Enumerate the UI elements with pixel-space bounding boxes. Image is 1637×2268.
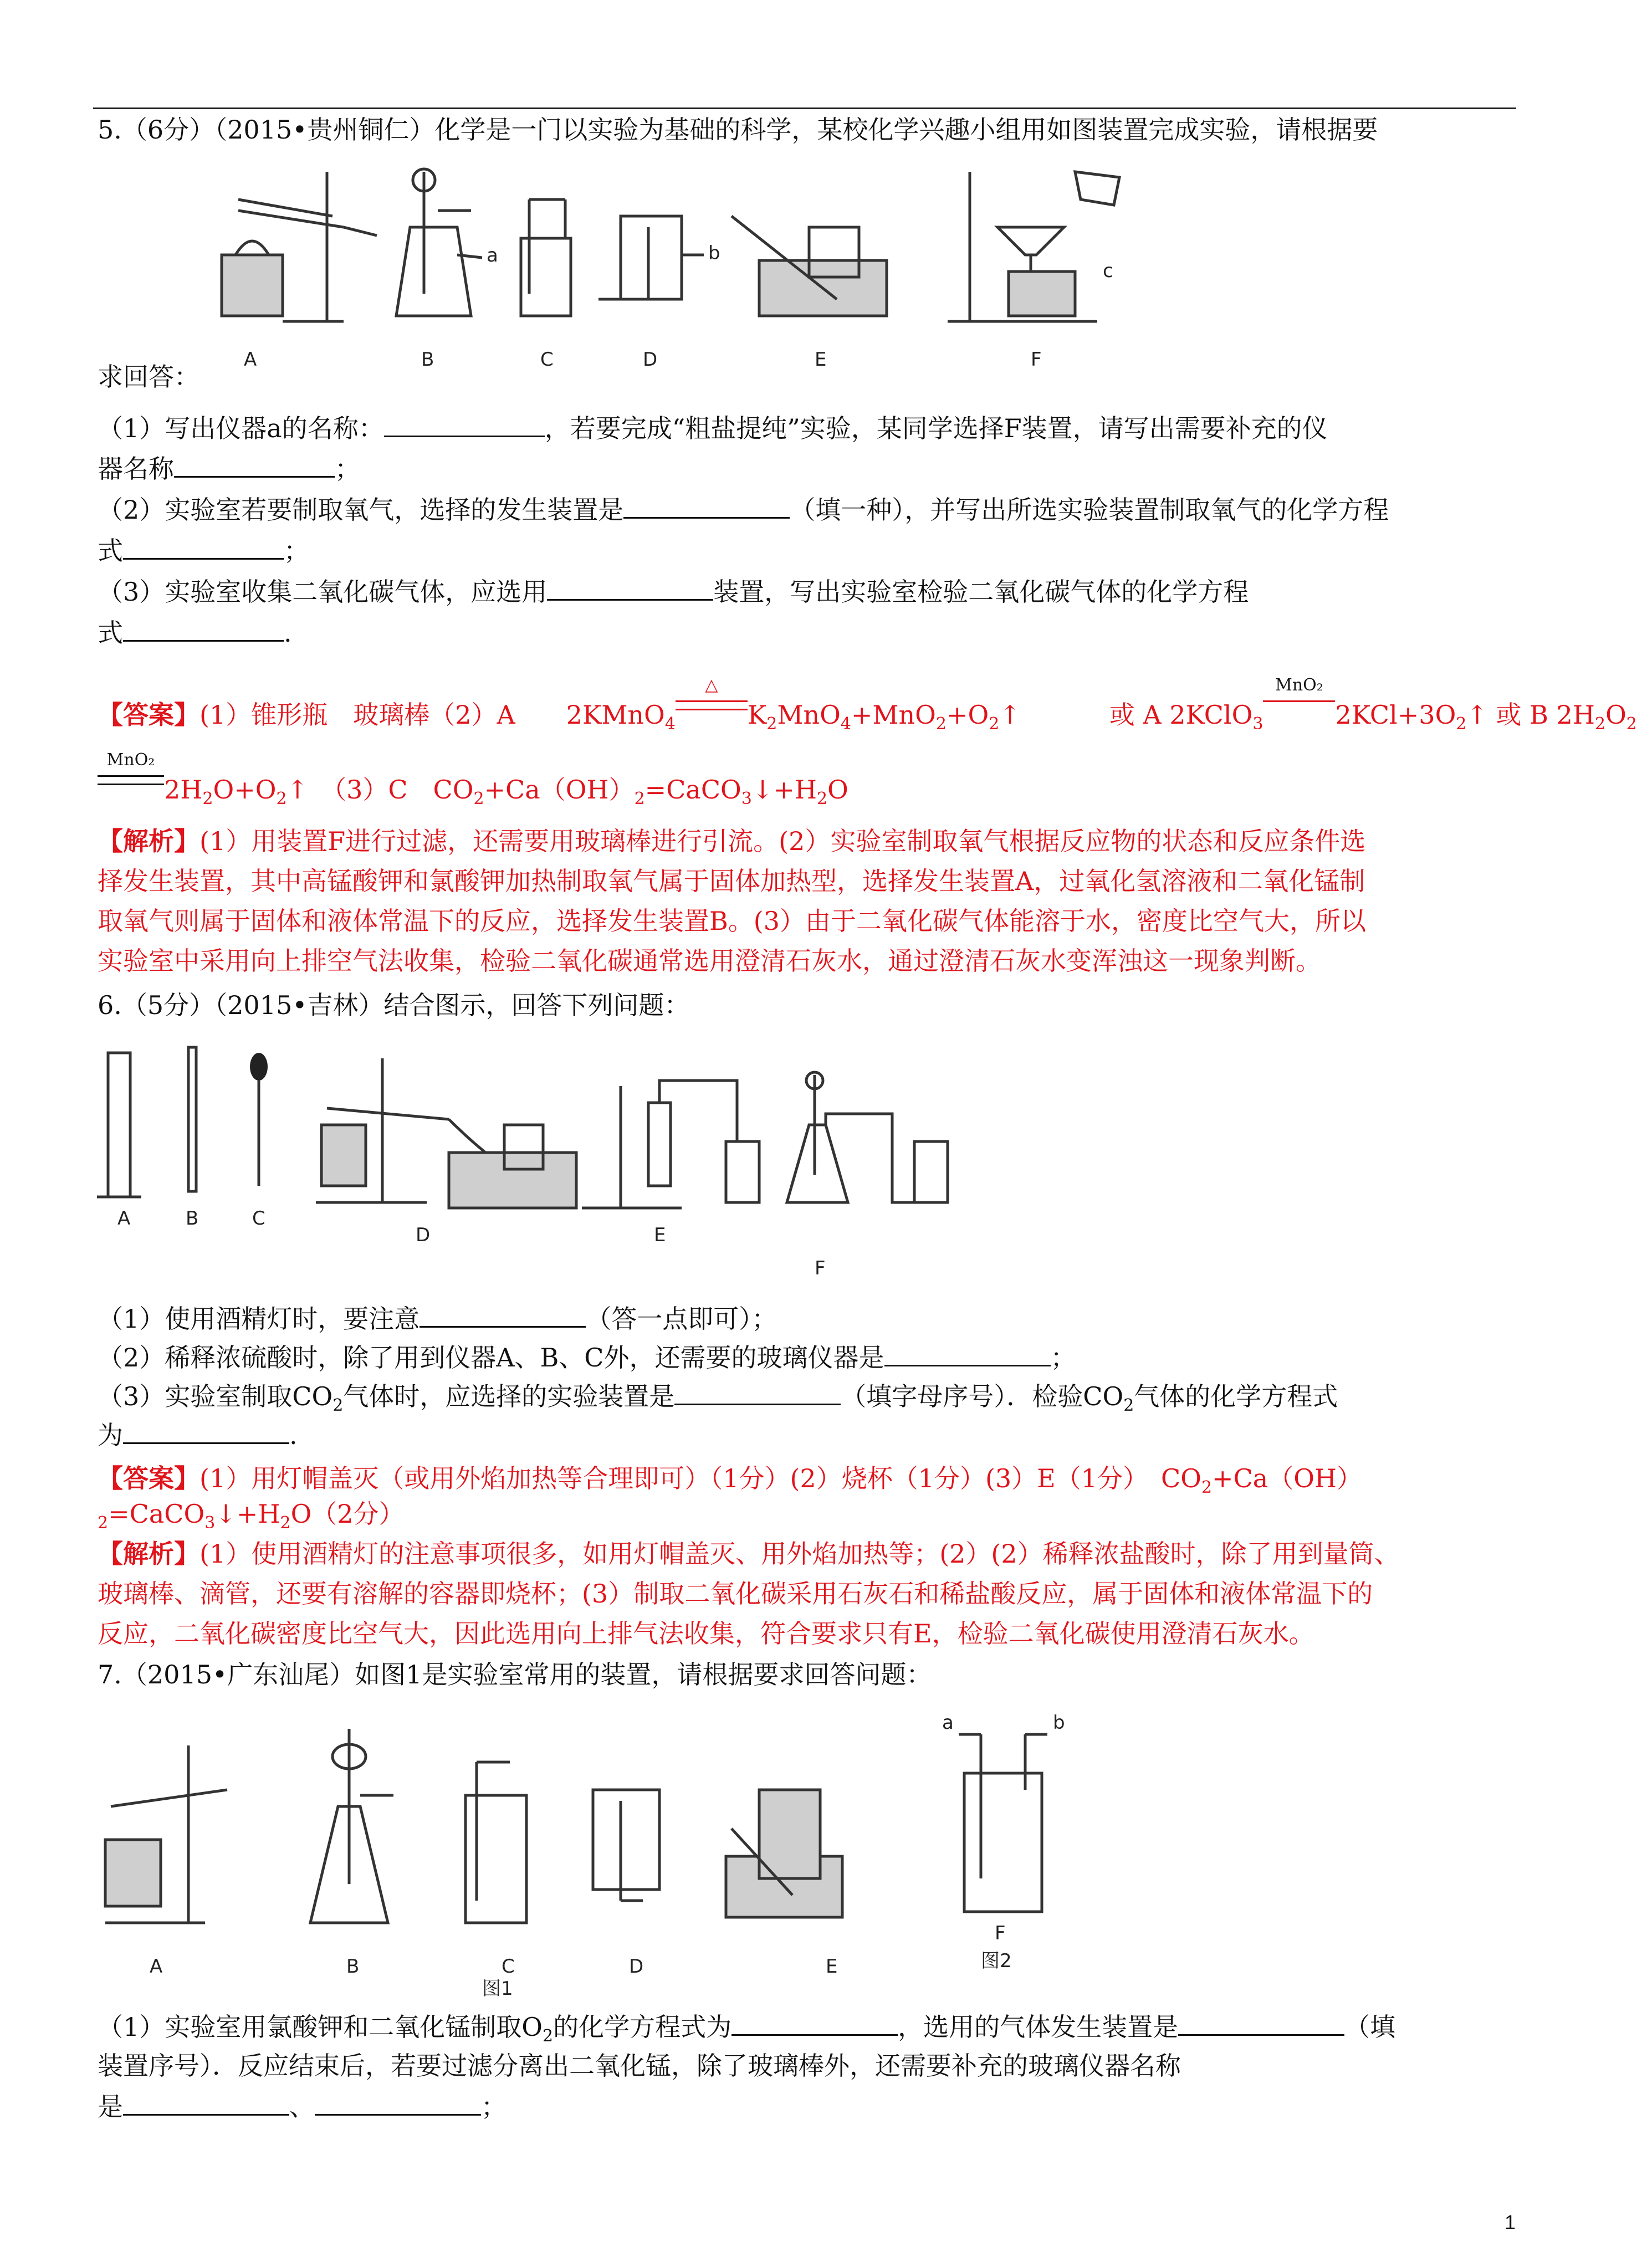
q5-part2-line1: （2）实验室若要制取氧气，选择的发生装置是 （填一种），并写出所选实验装置制取氧气的化学方程 xyxy=(98,495,1389,525)
q5-blank-6[interactable] xyxy=(123,618,284,642)
q6-apparatus-c xyxy=(250,1053,268,1186)
q5-answer-line2: MnO₂ $2H_2O+O_2↑$ （3）C $CO_2+Ca(OH)_2=CaCO_3↓+H_2O$ xyxy=(98,767,848,815)
q6-part4: 为 . xyxy=(98,1420,298,1450)
q6-label-a: A xyxy=(117,1207,131,1230)
q6-apparatus-d xyxy=(316,1058,576,1208)
q5-blank-3[interactable] xyxy=(623,495,790,519)
q6-part3: （3）实验室制取$CO_2$气体时，应选择的实验装置是 （填字母序号）．检验$CO_2$气体的化学方程式 xyxy=(98,1381,1338,1416)
q7-fig1-caption: 图1 xyxy=(482,1978,513,2000)
q5-label-f: F xyxy=(1031,349,1042,371)
q7-title: 7.（2015•广东汕尾）如图1是实验室常用的装置，请根据要求回答问题： xyxy=(98,1660,932,1690)
q6-apparatus-a xyxy=(97,1053,141,1197)
q5-apparatus-e xyxy=(731,216,887,316)
q5-label-b: B xyxy=(421,349,434,371)
q7-mark-b: b xyxy=(1053,1712,1065,1734)
q7-blank-1[interactable] xyxy=(731,2012,898,2036)
q6-label-d: D xyxy=(416,1224,431,1246)
q7-apparatus-b xyxy=(310,1729,393,1923)
q7-apparatus-d xyxy=(593,1790,659,1901)
q7-apparatus-figure xyxy=(94,1712,1092,2000)
q5-label-d: D xyxy=(643,349,658,371)
q7-label-e: E xyxy=(826,1955,838,1978)
q5-part1-line1: （1）写出仪器a的名称： ，若要完成“粗盐提纯”实验，某同学选择F装置，请写出需要补充的仪 xyxy=(98,413,1328,443)
q5-title: 5.（6分）（2015•贵州铜仁）化学是一门以实验为基础的科学，某校化学兴趣小组用如图装置完成实验，请根据要 xyxy=(98,115,1378,145)
q7-label-d: D xyxy=(629,1955,644,1978)
q7-part1-line2: 装置序号）．反应结束后，若要过滤分离出二氧化锰，除了玻璃棒外，还需要补充的玻璃仪器名称 xyxy=(98,2051,1181,2081)
q6-answer-line1: 【答案】(1）用灯帽盖灭（或用外焰加热等合理即可）（1分）(2）烧杯（1分）(3）E（1分） $CO_2+Ca(OH)$ xyxy=(98,1463,1363,1498)
q6-title: 6.（5分）（2015•吉林）结合图示，回答下列问题： xyxy=(98,990,690,1020)
q6-blank-4[interactable] xyxy=(123,1420,289,1444)
q7-label-f: F xyxy=(995,1922,1006,1944)
q7-part1-line3: 是 、 ； xyxy=(98,2092,507,2122)
q5-part1-line2: 器名称 ； xyxy=(98,454,360,484)
q6-apparatus-figure xyxy=(94,1042,992,1286)
q5-part3-line1: （3）实验室收集二氧化碳气体，应选用 装置，写出实验室检验二氧化碳气体的化学方程 xyxy=(98,577,1249,607)
q5-label-a: A xyxy=(244,349,257,371)
q6-apparatus-b xyxy=(188,1047,196,1191)
q5-apparatus-d xyxy=(598,216,704,299)
q7-part1-line1: （1）实验室用氯酸钾和二氧化锰制取$O_2$的化学方程式为 ，选用的气体发生装置是 （填 xyxy=(98,2012,1396,2046)
q7-blank-2[interactable] xyxy=(1178,2012,1344,2036)
q6-answer-line2: $_2=CaCO_3↓+H_2O(2$分） xyxy=(98,1499,405,1533)
q5-mark-c: c xyxy=(1103,260,1113,282)
q5-label-c: C xyxy=(540,349,554,371)
q6-blank-3[interactable] xyxy=(674,1381,841,1405)
q7-blank-3[interactable] xyxy=(123,2092,289,2116)
q7-apparatus-e xyxy=(726,1790,842,1917)
q5-apparatus-b xyxy=(396,169,482,316)
q6-apparatus-e xyxy=(582,1081,759,1208)
q6-analysis-1: 【解析】(1）使用酒精灯的注意事项很多，如用灯帽盖灭、用外焰加热等；(2）(2）稀释浓盐酸时，除了用到量筒、 xyxy=(98,1539,1400,1569)
q7-blank-4[interactable] xyxy=(315,2092,481,2116)
q5-analysis-1: 【解析】(1）用装置F进行过滤，还需要用玻璃棒进行引流。(2）实验室制取氧气根据反应物的状态和反应条件选 xyxy=(98,826,1366,856)
q7-apparatus-f xyxy=(959,1734,1047,1912)
q5-continue: 求回答： xyxy=(98,362,199,392)
q7-label-b: B xyxy=(346,1955,360,1978)
q7-fig2-caption: 图2 xyxy=(981,1950,1012,1972)
q7-mark-a: a xyxy=(942,1712,954,1734)
q7-apparatus-c xyxy=(465,1762,526,1923)
q5-label-e: E xyxy=(815,349,827,371)
q6-apparatus-f xyxy=(787,1072,948,1202)
q5-answer-line1: 【答案】(1）锥形瓶 玻璃棒（2）A 2KMnO$_4$ △ $K_2MnO_4+MnO_2+O_2↑$ 或 A 2KClO$_3$ MnO₂ $2KCl+3O_2↑$ 或 B $2H_2O_2$ xyxy=(98,675,1637,734)
q5-blank-1[interactable] xyxy=(384,413,545,437)
q5-apparatus-a xyxy=(222,172,377,321)
q5-mark-b: b xyxy=(708,242,720,264)
q6-label-c: C xyxy=(252,1207,265,1230)
q5-analysis-4: 实验室中采用向上排空气法收集，检验二氧化碳通常选用澄清石灰水，通过澄清石灰水变浑浊这一现象判断。 xyxy=(98,946,1321,976)
q7-label-c: C xyxy=(502,1955,515,1978)
q5-blank-4[interactable] xyxy=(123,536,284,560)
q6-part2: （2）稀释浓硫酸时，除了用到仪器A、B、C外，还需要的玻璃仪器是 ； xyxy=(98,1343,1076,1373)
q5-apparatus-figure xyxy=(211,161,1142,377)
q5-analysis-2: 择发生装置，其中高锰酸钾和氯酸钾加热制取氧气属于固体加热型，选择发生装置A，过氧化氢溶液和二氧化锰制 xyxy=(98,866,1365,896)
q6-blank-2[interactable] xyxy=(884,1343,1051,1366)
q6-blank-1[interactable] xyxy=(420,1304,586,1328)
q5-part2-line2: 式 ； xyxy=(98,536,309,566)
page-number: 1 xyxy=(1505,2211,1516,2234)
q5-blank-2[interactable] xyxy=(174,454,335,478)
q5-apparatus-c xyxy=(521,199,571,316)
q5-analysis-3: 取氧气则属于固体和液体常温下的反应，选择发生装置B。(3）由于二氧化碳气体能溶于水，密度比空气大，所以 xyxy=(98,906,1367,936)
q7-apparatus-a xyxy=(105,1745,227,1923)
top-rule xyxy=(93,107,1516,109)
q6-analysis-3: 反应，二氧化碳密度比空气大，因此选用向上排气法收集，符合要求只有E，检验二氧化碳使用澄清石灰水。 xyxy=(98,1619,1314,1648)
q5-apparatus-f xyxy=(948,172,1119,321)
q5-part3-line2: 式 . xyxy=(98,618,292,648)
q6-label-b: B xyxy=(186,1207,199,1230)
q5-mark-a: a xyxy=(487,244,498,267)
q6-analysis-2: 玻璃棒、滴管，还要有溶解的容器即烧杯；(3）制取二氧化碳采用石灰石和稀盐酸反应，属于固体和液体常温下的 xyxy=(98,1579,1373,1609)
q6-label-e: E xyxy=(654,1224,666,1246)
q7-label-a: A xyxy=(150,1955,163,1978)
q5-blank-5[interactable] xyxy=(547,577,713,601)
q6-part1: （1）使用酒精灯时，要注意 （答一点即可）； xyxy=(98,1304,777,1334)
q6-label-f: F xyxy=(815,1257,826,1279)
